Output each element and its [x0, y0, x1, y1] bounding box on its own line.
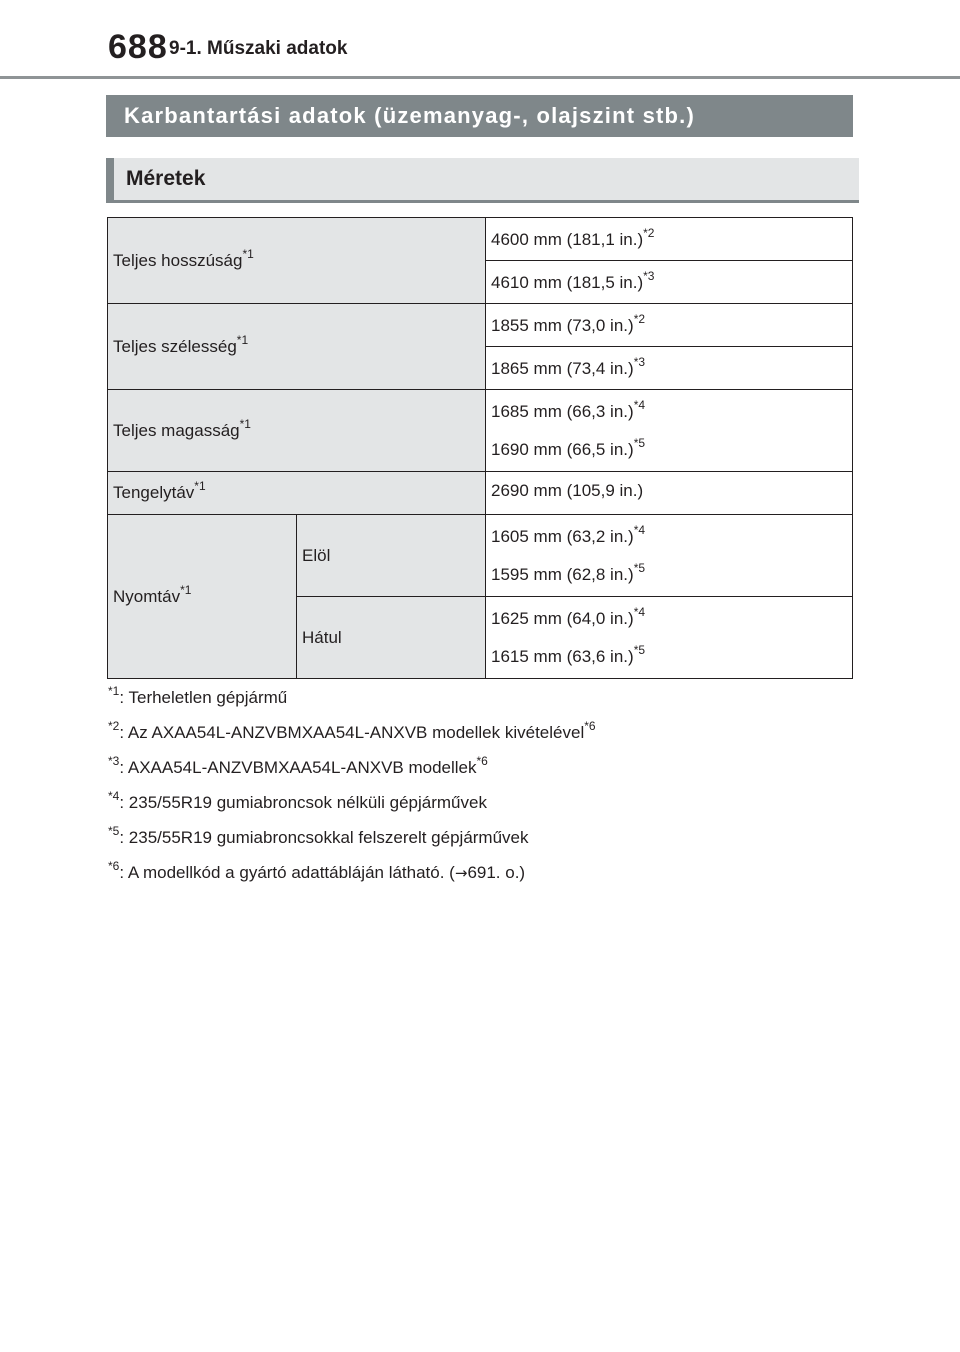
- footnote-ref: *2: [633, 312, 646, 327]
- footnote-ref: *1: [242, 246, 254, 261]
- footnote-text: : A modellkód a gyártó adattábláján látható. (: [119, 863, 455, 882]
- tread-rear-value-line: [491, 643, 847, 667]
- wheelbase-label: Tengelytáv: [113, 483, 195, 502]
- section-banner: Karbantartási adatok (üzemanyag-, olajszint stb.): [106, 95, 853, 137]
- tread-rear-label: Hátul: [302, 627, 342, 647]
- height-value-line: [491, 398, 847, 422]
- dimensions-table: [107, 217, 853, 679]
- tread-front-value-line: [491, 523, 847, 547]
- length-label-cell: [108, 218, 486, 304]
- chapter-title: 9-1. Műszaki adatok: [169, 38, 348, 59]
- footnote-ref: *6: [584, 719, 596, 734]
- length-value: 4600 mm (181,1 in.): [491, 230, 644, 249]
- length-label: Teljes hosszúság: [113, 250, 243, 270]
- width-value: 1865 mm (73,4 in.): [491, 359, 634, 378]
- height-value: 1690 mm (66,5 in.): [491, 440, 634, 459]
- width-value-cell: [486, 304, 853, 347]
- footnote-text: : 235/55R19 gumiabroncsok nélküli gépjárművek: [119, 793, 487, 812]
- tread-label: Nyomtáv: [113, 586, 181, 606]
- footnote-ref: *5: [633, 643, 646, 658]
- tread-rear-value-cell: [486, 597, 853, 679]
- footnote-mark: *4: [108, 789, 120, 804]
- wheelbase-label-cell: [108, 472, 486, 515]
- table-row: [108, 515, 853, 597]
- page-number: 688: [108, 28, 168, 66]
- header-rule: [0, 76, 960, 79]
- tread-front-label-cell: [297, 515, 486, 597]
- footnote-item: [108, 824, 596, 848]
- footnote-item: [108, 719, 596, 743]
- tread-rear-value: 1625 mm (64,0 in.): [491, 609, 634, 628]
- subsection-title: Méretek: [126, 167, 206, 190]
- tread-front-value: 1605 mm (63,2 in.): [491, 527, 634, 546]
- height-label-cell: [108, 390, 486, 472]
- length-value-cell: [486, 261, 853, 304]
- table-row: [108, 472, 853, 515]
- length-value-cell: [486, 218, 853, 261]
- footnote-ref: *3: [643, 269, 655, 284]
- wheelbase-value-cell: [486, 472, 853, 515]
- width-value-cell: [486, 347, 853, 390]
- table-row: [108, 304, 853, 347]
- tread-rear-value-line: [491, 605, 847, 629]
- footnote-ref: *6: [476, 754, 488, 769]
- footnote-item: [108, 684, 596, 708]
- height-value-cell: [486, 390, 853, 472]
- length-value: 4610 mm (181,5 in.): [491, 273, 644, 292]
- footnote-text: : Az AXAA54L-ANZVBMXAA54L-ANXVB modellek kivételével: [119, 723, 585, 742]
- footnote-ref: *2: [643, 226, 655, 241]
- footnote-mark: *1: [108, 684, 120, 699]
- footnote-ref: *1: [180, 582, 192, 597]
- footnote-mark: *5: [108, 824, 120, 839]
- footnote-ref: *3: [633, 355, 646, 370]
- footnote-ref: *1: [236, 332, 249, 347]
- tread-label-cell: [108, 515, 297, 679]
- footnote-item: [108, 789, 596, 813]
- footnote-text: : Terheletlen gépjármű: [119, 688, 288, 707]
- wheelbase-value: 2690 mm (105,9 in.): [491, 481, 644, 500]
- footnote-ref: *1: [194, 479, 206, 494]
- tread-rear-label-cell: [297, 597, 486, 679]
- footnote-ref: *4: [633, 523, 646, 538]
- footnote-ref: *5: [633, 561, 646, 576]
- width-label: Teljes szélesség: [113, 336, 237, 356]
- footnote-mark: *2: [108, 719, 120, 734]
- arrow-right-icon: →: [454, 864, 468, 882]
- tread-front-value: 1595 mm (62,8 in.): [491, 565, 634, 584]
- table-row: [108, 218, 853, 261]
- footnote-item: [108, 859, 596, 883]
- footnote-ref: *5: [633, 436, 646, 451]
- footnote-mark: *3: [108, 754, 120, 769]
- footnote-text: : 235/55R19 gumiabroncsokkal felszerelt gépjárművek: [119, 828, 529, 847]
- footnote-mark: *6: [108, 859, 120, 874]
- tread-rear-value: 1615 mm (63,6 in.): [491, 647, 634, 666]
- tread-front-value-line: [491, 561, 847, 585]
- footnote-ref: *1: [239, 416, 251, 431]
- height-value: 1685 mm (66,3 in.): [491, 402, 634, 421]
- footnote-ref: *4: [633, 605, 646, 620]
- footnote-text: : AXAA54L-ANZVBMXAA54L-ANXVB modellek: [119, 758, 477, 777]
- footnote-item: [108, 754, 596, 778]
- height-value-line: [491, 436, 847, 460]
- subsection-heading: [106, 158, 859, 203]
- width-label-cell: [108, 304, 486, 390]
- footnotes: [108, 684, 596, 898]
- tread-front-label: Elöl: [302, 545, 331, 565]
- height-label: Teljes magasság: [113, 420, 240, 440]
- footnote-ref: *4: [633, 398, 646, 413]
- page-reference-link[interactable]: 691. o.): [467, 863, 526, 882]
- tread-front-value-cell: [486, 515, 853, 597]
- width-value: 1855 mm (73,0 in.): [491, 316, 634, 335]
- table-row: [108, 390, 853, 472]
- subsection-bar: [106, 158, 114, 200]
